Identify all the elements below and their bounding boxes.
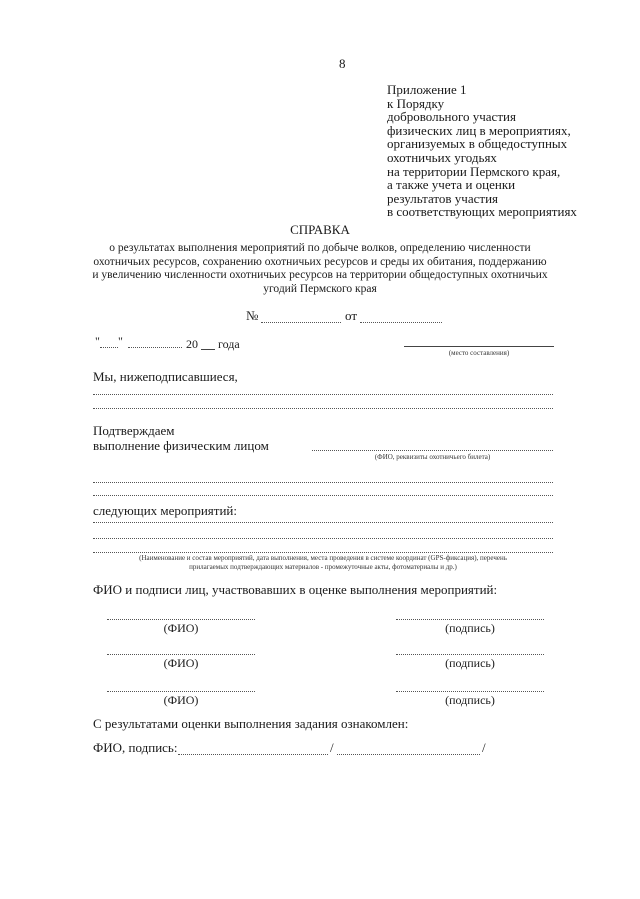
month-field[interactable] (128, 347, 182, 348)
year-field[interactable] (201, 349, 215, 350)
day-field[interactable] (100, 347, 118, 348)
person-line-2[interactable] (93, 495, 553, 496)
appendix-line: охотничьих угодьях (387, 149, 497, 165)
appendix-line: в соответствующих мероприятиях (387, 204, 577, 220)
appendix-line: физических лиц в мероприятиях, (387, 122, 571, 138)
subject-line: угодий Пермского края (263, 282, 377, 295)
from-label: от (345, 308, 358, 323)
evaluator-fio-field[interactable] (107, 691, 255, 692)
person-fio-caption: (ФИО, реквизиты охотничьего билета) (374, 453, 491, 461)
appendix-block (387, 83, 627, 219)
activities-label: следующих мероприятий: (93, 503, 237, 518)
activities-line-3[interactable] (93, 552, 553, 553)
appendix-line: к Порядку (387, 95, 445, 111)
evaluators-label: ФИО и подписи лиц, участвовавших в оценке выполнения мероприятий: (93, 582, 498, 597)
evaluator-sign-caption: (подпись) (445, 621, 495, 635)
final-sign-label: ФИО, подпись: (93, 740, 178, 755)
confirm-label: Подтверждаем (93, 423, 175, 438)
final-sign-field[interactable] (337, 754, 480, 755)
signers-label: Мы, нижеподписавшиеся, (93, 369, 238, 384)
evaluator-sign-caption: (подпись) (445, 656, 495, 670)
signers-line-2[interactable] (93, 408, 553, 409)
acquainted-label: С результатами оценки выполнения задания ознакомлен: (93, 716, 409, 731)
page-number: 8 (339, 56, 346, 71)
evaluator-fio-field[interactable] (107, 619, 255, 620)
final-closing: / (482, 740, 486, 755)
appendix-line: результатов участия (387, 190, 499, 206)
evaluator-fio-caption: (ФИО) (163, 656, 199, 670)
place-field[interactable] (404, 346, 554, 347)
from-date-field[interactable] (360, 322, 442, 323)
evaluator-fio-caption: (ФИО) (163, 693, 199, 707)
number-field[interactable] (261, 322, 341, 323)
performed-by-label: выполнение физическим лицом (93, 438, 269, 453)
number-label: № (246, 308, 259, 323)
final-separator: / (330, 740, 334, 755)
person-line-1[interactable] (93, 482, 553, 483)
appendix-line: организуемых в общедоступных (387, 136, 568, 152)
document-title: СПРАВКА (290, 222, 350, 237)
activities-line-1[interactable] (93, 522, 553, 523)
appendix-line: на территории Пермского края, (387, 163, 561, 179)
evaluator-sign-caption: (подпись) (445, 693, 495, 707)
appendix-line: Приложение 1 (387, 82, 467, 97)
evaluator-sign-field[interactable] (396, 654, 544, 655)
appendix-line: добровольного участия (387, 109, 516, 125)
place-caption: (место составления) (448, 349, 510, 357)
close-quote: " (118, 334, 123, 348)
subject-line: и увеличению численности охотничьих ресурсов на территории общедоступных охотничьих (92, 269, 548, 281)
year-prefix: 20 (186, 337, 198, 351)
evaluator-sign-field[interactable] (396, 691, 544, 692)
subject-paragraph (80, 242, 560, 296)
activities-line-2[interactable] (93, 538, 553, 539)
evaluator-sign-field[interactable] (396, 619, 544, 620)
subject-line: о результатах выполнения мероприятий по добыче волков, определению численности (109, 242, 531, 254)
activities-caption-2: прилагаемых подтверждающих материалов - промежуточные акты, фотоматериалы и др.) (189, 563, 457, 571)
evaluator-fio-field[interactable] (107, 654, 255, 655)
person-fio-field[interactable] (312, 450, 553, 451)
final-fio-field[interactable] (178, 754, 328, 755)
appendix-line: а также учета и оценки (387, 177, 516, 193)
open-quote: " (95, 334, 100, 348)
year-suffix: года (218, 337, 240, 351)
signers-line-1[interactable] (93, 394, 553, 395)
activities-caption-1: (Наименование и состав мероприятий, дата выполнения, места проведения в системе координат (GPS-фиксация), перечень (139, 554, 507, 562)
subject-line: охотничьих ресурсов, сохранению охотничьих ресурсов и среды их обитания, поддержанию (93, 255, 547, 268)
evaluator-fio-caption: (ФИО) (163, 621, 199, 635)
